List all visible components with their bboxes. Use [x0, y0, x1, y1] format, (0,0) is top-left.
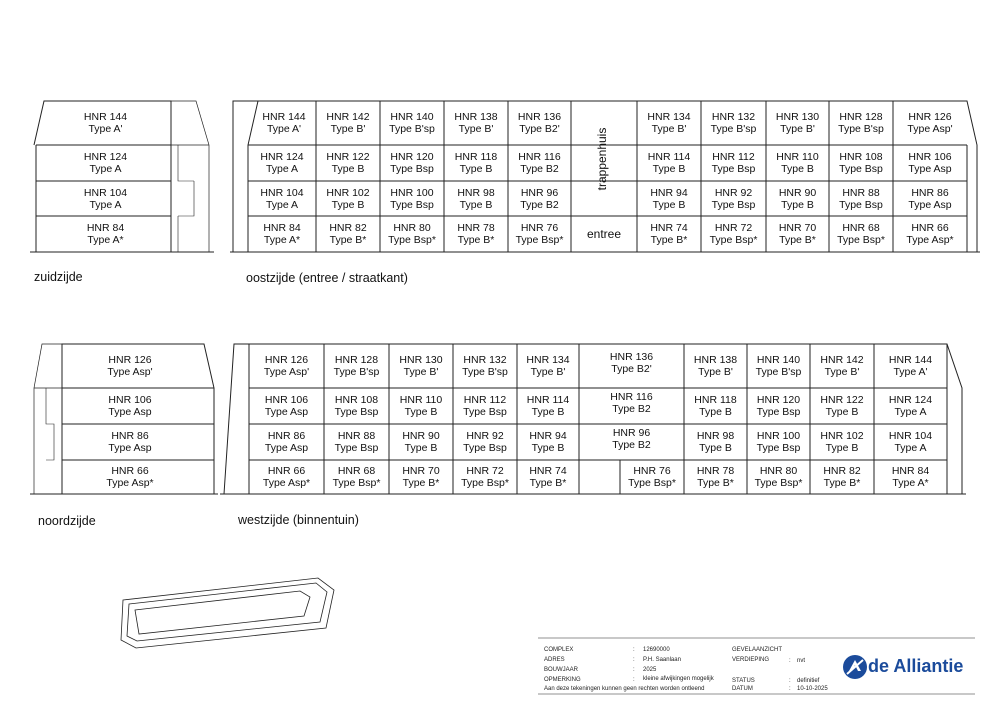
west-unit: [453, 424, 517, 460]
status-value: definitief: [797, 678, 820, 684]
bouwjaar-label: BOUWJAAR: [544, 667, 579, 673]
unit-type: Type B'sp: [710, 123, 757, 135]
unit-type: Type B: [459, 198, 493, 211]
unit-number: HNR 96: [612, 427, 651, 439]
unit-type: Type B: [459, 163, 493, 175]
west-facade-title: westzijde (binnentuin): [238, 513, 359, 527]
oost-unit: [316, 145, 380, 181]
disclaimer: Aan deze tekeningen kunnen geen rechten worden ontleend: [544, 686, 705, 692]
unit-number: HNR 142: [820, 354, 864, 366]
oost-unit: [380, 145, 444, 181]
unit-number: HNR 76: [633, 465, 671, 477]
unit-type: Type A*: [892, 477, 929, 489]
oost-unit: [444, 216, 508, 252]
oost-unit: [444, 101, 508, 145]
unit-number: HNR 112: [712, 151, 755, 163]
west-unit: [620, 460, 684, 494]
unit-type: Type Bsp: [756, 406, 801, 418]
unit-type: Type Asp*: [262, 477, 311, 489]
unit-number: HNR 106: [108, 394, 152, 406]
unit-number: HNR 142: [326, 111, 370, 123]
unit-type: Type Bsp: [839, 163, 883, 175]
west-unit: [453, 460, 517, 494]
unit-type: Type Bsp*: [709, 234, 758, 246]
unit-type: Type B': [824, 366, 860, 378]
unit-type: Type B: [652, 163, 686, 175]
unit-number: HNR 92: [714, 186, 753, 199]
oost-unit: [893, 181, 967, 216]
unit-number: HNR 118: [694, 394, 737, 406]
unit-number: HNR 106: [264, 394, 309, 406]
unit-number: HNR 132: [711, 111, 756, 123]
unit-type: Type B2': [611, 363, 652, 375]
bouwjaar-value: 2025: [643, 667, 657, 673]
unit-type: Type B2: [520, 198, 559, 211]
stairwell-label: trappenhuis: [595, 127, 609, 191]
adres-value: P.H. Saanlaan: [643, 657, 681, 663]
unit-type: Type Asp: [108, 442, 152, 454]
west-unit: [249, 424, 324, 460]
unit-type: Type Bsp*: [754, 477, 803, 489]
west-unit: [874, 424, 947, 460]
unit-type: Type Asp: [264, 442, 309, 454]
oost-unit: [701, 145, 766, 181]
oost-unit: [766, 101, 829, 145]
complex-colon: :: [633, 647, 635, 653]
oost-unit: [766, 145, 829, 181]
west-unit: [747, 424, 810, 460]
unit-type: Type Asp: [264, 406, 309, 418]
unit-type: Type B: [781, 163, 814, 175]
west-unit: [684, 424, 747, 460]
unit-type: Type B: [531, 406, 565, 418]
west-unit: [747, 388, 810, 424]
unit-type: Type A*: [87, 234, 124, 246]
oost-unit: [444, 145, 508, 181]
oost-unit: [637, 145, 701, 181]
unit-type: Type B: [781, 198, 814, 211]
unit-type: Type A*: [263, 234, 301, 246]
oost-unit: [316, 101, 380, 145]
unit-number: HNR 94: [650, 186, 688, 199]
west-unit: [810, 424, 874, 460]
unit-type: Type B': [698, 366, 733, 378]
opmerking-colon: :: [633, 677, 635, 683]
unit-number: HNR 130: [399, 354, 443, 366]
unit-type: Type B*: [457, 234, 495, 246]
unit-number: HNR 70: [402, 465, 440, 477]
unit-number: HNR 88: [337, 430, 376, 442]
unit-type: Type B*: [779, 234, 816, 246]
unit-number: HNR 100: [756, 430, 801, 442]
unit-type: Type B: [404, 442, 438, 454]
unit-number: HNR 78: [696, 465, 735, 477]
unit-type: Type B2: [520, 163, 559, 175]
unit-type: Type Asp: [908, 198, 952, 211]
unit-number: HNR 106: [908, 151, 952, 163]
oost-unit: [893, 145, 967, 181]
unit-type: Type Bsp: [711, 163, 756, 175]
unit-number: HNR 80: [759, 465, 798, 477]
unit-number: HNR 70: [778, 222, 817, 234]
gevelaanzicht-label: GEVELAANZICHT: [732, 647, 783, 653]
unit-number: HNR 140: [756, 354, 801, 366]
west-unit: [453, 344, 517, 388]
west-unit: [874, 460, 947, 494]
unit-number: HNR 74: [650, 222, 688, 234]
west-unit: [389, 424, 453, 460]
unit-type: Type Bsp*: [388, 234, 436, 246]
west-unit: [517, 424, 579, 460]
oost-unit: [508, 145, 571, 181]
west-unit: [453, 388, 517, 424]
oost-unit: [637, 181, 701, 216]
west-unit: [249, 388, 324, 424]
zuid-unit: [40, 145, 171, 181]
unit-type: Type Asp': [107, 366, 153, 378]
unit-number: HNR 102: [326, 186, 370, 199]
unit-number: HNR 138: [454, 111, 498, 123]
unit-number: HNR 94: [529, 430, 567, 442]
zuid-facade-title: zuidzijde: [34, 270, 83, 284]
zuid-unit: [40, 101, 171, 145]
west-unit: [389, 460, 453, 494]
unit-type: Type B: [404, 406, 438, 418]
unit-number: HNR 126: [264, 354, 309, 366]
oost-unit: [316, 181, 380, 216]
unit-type: Type A': [88, 123, 123, 135]
unit-number: HNR 122: [326, 151, 370, 163]
west-unit: [874, 344, 947, 388]
noord-unit: [62, 388, 198, 424]
unit-number: HNR 88: [842, 186, 880, 199]
unit-type: Type A: [89, 163, 122, 175]
west-unit: [684, 344, 747, 388]
unit-type: Type A: [265, 198, 299, 211]
unit-type: Type A: [894, 406, 927, 418]
unit-type: Type Asp': [263, 366, 310, 378]
oost-unit: [248, 216, 316, 252]
unit-number: HNR 104: [888, 430, 933, 442]
unit-type: Type Bsp: [463, 442, 507, 454]
west-unit: [579, 388, 684, 418]
unit-number: HNR 132: [463, 354, 507, 366]
unit-type: Type Bsp: [390, 163, 434, 175]
de-alliantie-logo-text: de Alliantie: [868, 656, 964, 676]
unit-number: HNR 84: [891, 465, 930, 477]
unit-number: HNR 96: [520, 186, 559, 199]
de-alliantie-logo-icon: [843, 655, 867, 679]
unit-type: Type Bsp: [839, 198, 883, 211]
unit-type: Type B'sp: [333, 366, 380, 378]
west-unit: [684, 388, 747, 424]
west-unit: [684, 460, 747, 494]
unit-number: HNR 68: [842, 222, 880, 234]
unit-type: Type B2': [519, 123, 560, 135]
unit-number: HNR 66: [911, 222, 949, 234]
unit-type: Type B: [331, 198, 365, 211]
datum-colon: :: [789, 686, 791, 692]
unit-type: Type B': [530, 366, 566, 378]
unit-type: Type Asp*: [906, 234, 954, 246]
oost-facade-title: oostzijde (entree / straatkant): [246, 271, 408, 285]
opmerking-label: OPMERKING: [544, 677, 581, 683]
unit-type: Type B: [331, 163, 365, 175]
unit-type: Type Asp: [908, 163, 952, 175]
status-colon: :: [789, 678, 791, 684]
unit-number: HNR 68: [337, 465, 376, 477]
unit-number: HNR 92: [466, 430, 504, 442]
unit-number: HNR 126: [108, 354, 152, 366]
unit-type: Type Bsp*: [461, 477, 509, 489]
unit-type: Type B*: [402, 477, 440, 489]
unit-number: HNR 134: [526, 354, 570, 366]
oost-unit: [766, 216, 829, 252]
unit-number: HNR 102: [820, 430, 864, 442]
unit-type: Type Asp': [907, 123, 953, 135]
unit-number: HNR 134: [647, 111, 691, 123]
noord-unit: [62, 344, 198, 388]
west-unit: [874, 388, 947, 424]
unit-type: Type Bsp*: [515, 234, 564, 246]
unit-number: HNR 144: [888, 354, 933, 366]
verdieping-label: VERDIEPING: [732, 657, 770, 663]
noord-facade-title: noordzijde: [38, 514, 96, 528]
oost-unit: [637, 101, 701, 145]
unit-type: Type Asp: [108, 406, 152, 418]
oost-unit: [316, 216, 380, 252]
unit-number: HNR 118: [454, 151, 498, 163]
unit-type: Type B: [699, 406, 732, 418]
unit-number: HNR 112: [463, 394, 507, 406]
oost-unit: [766, 181, 829, 216]
west-unit: [249, 344, 324, 388]
unit-number: HNR 120: [390, 151, 434, 163]
unit-number: HNR 126: [908, 111, 952, 123]
unit-type: Type Bsp: [463, 406, 507, 418]
unit-type: Type Bsp: [756, 442, 801, 454]
west-unit: [747, 344, 810, 388]
unit-number: HNR 98: [696, 430, 735, 442]
west-unit: [324, 388, 389, 424]
unit-type: Type A: [894, 442, 927, 454]
complex-label: COMPLEX: [544, 647, 574, 653]
unit-number: HNR 128: [334, 354, 379, 366]
unit-number: HNR 74: [529, 465, 567, 477]
unit-type: Type B'sp: [838, 123, 884, 135]
unit-number: HNR 90: [402, 430, 440, 442]
verdieping-colon: :: [789, 658, 791, 664]
unit-type: Type A': [266, 123, 302, 135]
unit-type: Type Bsp*: [837, 234, 885, 246]
adres-label: ADRES: [544, 657, 565, 663]
unit-number: HNR 116: [518, 151, 561, 163]
bouwjaar-colon: :: [633, 667, 635, 673]
west-unit: [324, 460, 389, 494]
unit-number: HNR 114: [526, 394, 570, 406]
west-unit: [810, 460, 874, 494]
status-label: STATUS: [732, 678, 755, 684]
unit-type: Type B: [652, 198, 686, 211]
west-unit: [324, 344, 389, 388]
unit-type: Type B': [458, 123, 494, 135]
unit-type: Type Bsp: [390, 198, 434, 211]
unit-type: Type B: [825, 442, 859, 454]
oost-unit: [829, 101, 893, 145]
unit-number: HNR 138: [693, 354, 738, 366]
unit-number: HNR 110: [399, 394, 443, 406]
oost-unit: [248, 145, 316, 181]
unit-type: Type Bsp: [711, 198, 756, 211]
opmerking-value: kleine afwijkingen mogelijk: [643, 676, 714, 682]
unit-type: Type B': [780, 123, 815, 135]
unit-type: Type A: [265, 163, 299, 175]
unit-number: HNR 144: [262, 111, 306, 123]
unit-number: HNR 98: [457, 186, 495, 199]
adres-colon: :: [633, 657, 635, 663]
west-unit: [249, 460, 324, 494]
unit-type: Type Bsp: [334, 442, 379, 454]
unit-number: HNR 86: [911, 186, 949, 199]
west-unit: [517, 460, 579, 494]
unit-type: Type Bsp*: [628, 477, 676, 489]
verdieping-value: nvt: [797, 658, 806, 664]
unit-type: Type B*: [650, 234, 688, 246]
unit-type: Type B*: [823, 477, 861, 489]
unit-type: Type Bsp: [334, 406, 379, 418]
west-unit: [517, 344, 579, 388]
unit-number: HNR 82: [329, 222, 367, 234]
unit-type: Type B*: [529, 477, 567, 489]
oost-unit: [893, 216, 967, 252]
unit-number: HNR 66: [111, 465, 149, 477]
oost-unit: [701, 216, 766, 252]
oost-unit: [508, 216, 571, 252]
unit-number: HNR 124: [260, 151, 304, 163]
unit-number: HNR 108: [839, 151, 883, 163]
noord-unit: [62, 460, 198, 494]
unit-number: HNR 104: [83, 186, 128, 199]
unit-type: Type B: [825, 406, 859, 418]
oost-unit: [380, 181, 444, 216]
unit-number: HNR 130: [775, 111, 820, 123]
oost-unit: [893, 101, 967, 145]
unit-type: Type Bsp*: [332, 477, 381, 489]
oost-unit: [829, 216, 893, 252]
oost-unit: [637, 216, 701, 252]
unit-number: HNR 136: [517, 111, 562, 123]
oost-unit: [701, 181, 766, 216]
unit-number: HNR 72: [466, 465, 504, 477]
west-unit: [810, 344, 874, 388]
west-unit: [579, 344, 684, 382]
unit-type: Type B'sp: [389, 123, 435, 135]
unit-type: Type B2: [612, 403, 651, 415]
unit-number: HNR 144: [83, 111, 128, 123]
oost-unit: [829, 181, 893, 216]
unit-type: Type B*: [697, 477, 734, 489]
unit-number: HNR 84: [263, 222, 301, 234]
unit-number: HNR 122: [820, 394, 864, 406]
oost-unit: [508, 181, 571, 216]
unit-type: Type Asp*: [106, 477, 154, 489]
unit-type: Type B'sp: [462, 366, 508, 378]
west-unit: [747, 460, 810, 494]
unit-number: HNR 114: [647, 151, 691, 163]
datum-label: DATUM: [732, 686, 753, 692]
unit-number: HNR 124: [888, 394, 933, 406]
west-unit: [517, 388, 579, 424]
unit-number: HNR 108: [334, 394, 379, 406]
unit-type: Type B': [403, 366, 439, 378]
unit-type: Type A: [89, 198, 122, 211]
oost-unit: [444, 181, 508, 216]
datum-value: 10-10-2025: [797, 686, 828, 692]
unit-type: Type A': [893, 366, 928, 378]
unit-number: HNR 100: [390, 186, 434, 199]
noord-unit: [62, 424, 198, 460]
unit-number: HNR 104: [260, 186, 304, 199]
unit-type: Type B'sp: [755, 366, 802, 378]
unit-number: HNR 140: [390, 111, 434, 123]
oost-unit: [380, 216, 444, 252]
unit-type: Type B': [330, 123, 366, 135]
oost-unit: [701, 101, 766, 145]
west-unit: [324, 424, 389, 460]
oost-unit: [508, 101, 571, 145]
unit-number: HNR 120: [756, 394, 801, 406]
unit-type: Type B: [531, 442, 565, 454]
zuid-unit: [40, 216, 171, 252]
unit-number: HNR 82: [823, 465, 861, 477]
unit-number: HNR 116: [610, 391, 653, 403]
unit-number: HNR 66: [267, 465, 306, 477]
oost-unit: [252, 101, 316, 145]
oost-unit: [829, 145, 893, 181]
unit-number: HNR 72: [714, 222, 753, 234]
oost-unit: [380, 101, 444, 145]
unit-number: HNR 78: [457, 222, 495, 234]
oost-unit: [248, 181, 316, 216]
unit-number: HNR 110: [776, 151, 819, 163]
unit-number: HNR 86: [267, 430, 306, 442]
unit-type: Type B*: [329, 234, 367, 246]
zuid-unit: [40, 181, 171, 216]
unit-number: HNR 136: [609, 351, 654, 363]
unit-number: HNR 90: [778, 186, 817, 199]
unit-number: HNR 86: [111, 430, 149, 442]
unit-number: HNR 84: [86, 222, 125, 234]
west-unit: [389, 388, 453, 424]
west-unit: [579, 424, 684, 454]
unit-number: HNR 124: [83, 151, 128, 163]
unit-type: Type B: [699, 442, 732, 454]
site-plan-outline: [121, 578, 334, 648]
unit-number: HNR 76: [520, 222, 559, 234]
unit-number: HNR 80: [393, 222, 431, 234]
unit-type: Type B2: [612, 439, 651, 451]
entrance-label: entree: [586, 227, 622, 241]
unit-number: HNR 128: [839, 111, 883, 123]
west-unit: [389, 344, 453, 388]
complex-value: 12690000: [643, 647, 670, 653]
unit-type: Type B': [651, 123, 687, 135]
west-unit: [810, 388, 874, 424]
